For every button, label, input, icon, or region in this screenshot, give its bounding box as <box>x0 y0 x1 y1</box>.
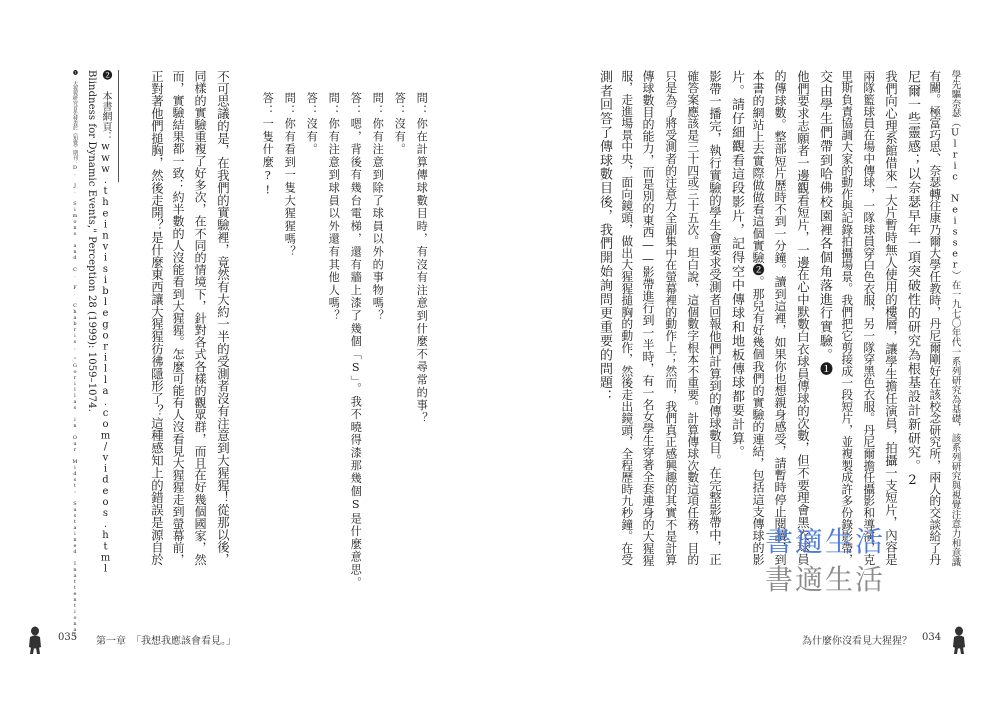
right-page-number: 034 <box>922 632 942 643</box>
body-line: 確答案應該是三十四或三十五次。坦白說，這個數字根本不重要。計算傳球次數這項任務，目的 <box>685 70 700 566</box>
dialog-line: 問：你有注意到球員以外還有其他人嗎？ <box>327 92 341 323</box>
body-line: 片。請仔細觀看這段影片，記得空中傳球和地板傳球都要計算。 <box>729 70 744 460</box>
body-line: 只是為了將受測者的注意力全副集中在螢幕裡的動作上；然而，我們真正感興趣的其實不是計算 <box>663 70 678 566</box>
right-page <box>500 0 1000 701</box>
watermark-secondary: 書適生活 <box>765 563 886 596</box>
footnote-1-continued: Blindness for Dynamic Events," Perception 28 (1999): 1059–1074. <box>86 70 97 412</box>
body-line: 兩隊籃球員在場中傳球，一隊球員穿白色衣服，另一隊穿黑色衣服。丹尼爾擔任攝影和導演，克 <box>861 70 876 566</box>
dialog-line: 問：你有看到一隻大猩猩嗎？ <box>283 92 297 259</box>
dialog-line: 答：一隻什麼?! <box>261 92 275 198</box>
body-line: 他們要求志願者一邊觀看短片，一邊在心中默數白衣球員傳球的次數，但不要理會黑衣球員 <box>795 70 811 566</box>
body-line: 不可思議的是，在我們的實驗裡，竟然有大約一半的受測者沒有注意到大猩猩！從那以後， <box>215 70 231 566</box>
body-line: 影帶一播完，執行實驗的學生會要求受測者回報他們計算到的傳球數目。在完整影帶中，正 <box>707 70 723 566</box>
body-line: 我們向心理系館借來一大片暫時無人使用的樓層，讓學生擔任演員，拍攝一支短片，內容是 <box>883 70 899 566</box>
left-running-head: 第一章 「我想我應該會看見。」 <box>96 636 236 647</box>
dialog-line: 答：沒有。 <box>393 92 407 156</box>
watermark-primary: 書適生活 <box>765 525 886 558</box>
body-line: 正對著他們搥胸，然後走開？是什麼東西讓大猩猩彷彿隱形了？這種感知上的錯誤是源自於 <box>149 70 165 566</box>
dialog-line: 問：你有注意到除了球員以外的事物嗎？ <box>371 92 385 323</box>
body-line: 傳球數目的能力，而是別的東西——影帶進行到一半時，有一名女學生穿著全套連身的大猩猩 <box>641 70 656 567</box>
body-line: 尼爾一些靈感；以奈瑟早年一項突破性的研究為根基設計新研究。2 <box>905 70 920 489</box>
right-running-head: 為什麼你沒看見大猩猩？ <box>802 636 912 647</box>
body-line: 的傳球數。整部短片歷時不到一分鐘。讀到這裡，如果你也想親身感受，請暫時停止閱讀，到 <box>773 70 788 566</box>
gorilla-ornament-icon <box>952 625 966 655</box>
dialog-line: 問：你在計算傳球數目時，有沒有注意到什麼不尋常的事？ <box>415 92 429 425</box>
body-line: 測者回答了傳球數目後，我們開始詢問更重要的問題： <box>597 70 612 404</box>
footnote-divider <box>118 70 119 182</box>
body-line: 里斯負責協調大家的動作與記錄拍攝場景。我們把它剪接成一段短片，並複製成許多份錄影帶， <box>839 70 854 566</box>
footnote-2: ❷ 本書網頁：www.theinvisiblegorilla.com/videos.html <box>100 70 111 575</box>
body-line: 本書的網站上去實際做做看這個實驗❷。那兒有好幾個我們的實驗的連結，包括這支傳球的影 <box>751 70 766 566</box>
body-line: 服，走進場景中央，面向鏡頭，做出大猩猩搥胸的動作，然後走出鏡頭，全程歷時九秒鐘。在受 <box>619 70 634 566</box>
body-line: 同樣的實驗重複了好多次，在不同的情境下，針對各式各樣的觀眾群，而且在好幾個國家，然 <box>193 70 208 566</box>
gorilla-ornament-icon <box>28 625 42 655</box>
dialog-line: 答：沒有。 <box>305 92 319 156</box>
body-line: 交由學生們帶到哈佛校園裡各個角落進行實驗。❶ <box>817 70 832 376</box>
body-line: 學先驅奈瑟（Ulric Neisser）在一九七〇年代一系列研究為基礎，該系列研究與視覺注意力和意識 <box>949 70 961 567</box>
footnote-1: ❶ 大猩猩研究首先發表於《知覺》期刊：D. J. Simons and C. F. Chabris, "Gorillas in Our Midst: Sustained Inattentional <box>71 70 78 639</box>
body-line: 有關。極富巧思、奈瑟轉往康乃爾大學任教時，丹尼爾剛好在該校念研究所，兩人的交談給了丹 <box>927 70 942 566</box>
body-line: 而，實驗結果都一致：約半數的人沒能看到大猩猩。怎麼可能有人沒看見大猩猩走到螢幕前， <box>171 70 186 566</box>
dialog-line: 答：嗯，背後有幾台電梯，還有牆上漆了幾個「S」。我不曉得漆那幾個S是什麼意思。 <box>349 92 363 590</box>
left-page-number: 035 <box>58 632 78 643</box>
